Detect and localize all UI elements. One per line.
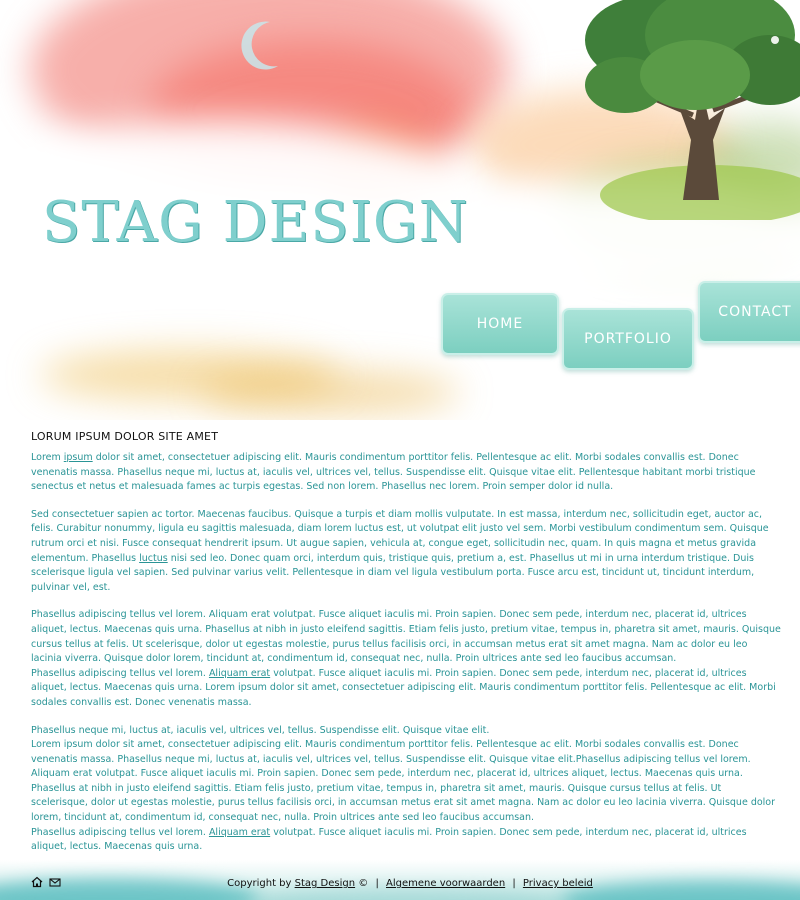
nav-home-button[interactable]: HOME xyxy=(441,293,559,355)
footer xyxy=(0,860,800,900)
footer-separator-2: | xyxy=(512,878,516,889)
copyright-symbol: © xyxy=(355,878,369,889)
paragraph-3-line-1: Phasellus adipiscing tellus vel lorem. Aliquam erat volutpat. Fusce aliquet iaculis mi. Proin sapien. Donec sem pede, interdum nec, placerat id, ultrices aliquet, lectus. Maecenas quis urna. Phasellus at nibh in justo eleifend sagittis. Etiam felis justo, pretium vitae, tempus in, pharetra sit amet, mauris. Quisque cursus tellus at felis. Ut scelerisque, dolor ut egestas molestie, purus tellus facilisis orci, in accumsan metus erat sit amet magna. Nam ac dolor eu leo lacinia viverra. Quisque dolor lorem, tincidunt at, condimentum id, consequat nec, nulla. Proin ultrices ante sed leo faucibus accumsan. xyxy=(31,609,781,665)
footer-wave-center xyxy=(250,888,570,900)
aliquam-erat-link-2[interactable]: Aliquam erat xyxy=(208,826,271,838)
content-heading: LORUM IPSUM DOLOR SITE AMET xyxy=(31,430,219,443)
luctus-link[interactable]: luctus xyxy=(139,552,168,564)
header-banner xyxy=(0,0,800,420)
terms-link[interactable]: Algemene voorwaarden xyxy=(386,878,506,889)
paragraph-3-text-b: volutpat. Fusce aliquet iaculis mi. Proin sapien. Donec sem pede, interdum nec, placerat id, ultrices aliquet, lectus. Maecenas quis urna. Lorem ipsum dolor sit amet, consectetuer adipiscing elit. Mauris condimentum porttitor felis. Pellentesque ac elit. Morbi sodales convallis est. Donec venenatis massa. xyxy=(31,667,776,708)
paragraph-4-line-3 xyxy=(31,826,781,855)
ipsum-link[interactable]: ipsum xyxy=(63,452,93,463)
stag-design-link[interactable]: Stag Design xyxy=(294,878,356,889)
tree-illustration xyxy=(505,0,800,220)
paragraph-4 xyxy=(31,724,781,855)
paragraph-2-text-a: Sed consectetuer sapien ac tortor. Maecenas faucibus. Quisque a turpis et diam mollis vulputate. In est massa, interdum nec, sollicitudin eget, auctor ac, felis. Curabitur nonummy, ligula eu sagittis malesuada, diam lorem luctus est, ut volutpat elit justo vel sem. Morbi vestibulum condimentum sem. Quisque rutrum orci et nisi. Fusce consequat hendrerit ipsum. Ut augue sapien, vehicula at, congue eget, sollicitudin nec, quam. In quis magna et metus gravida elementum. Phasellus xyxy=(31,508,769,564)
paragraph-4-line-1: Phasellus neque mi, luctus at, iaculis vel, ultrices vel, tellus. Suspendisse elit. Quisque vitae elit. xyxy=(31,724,490,736)
paragraph-3-text-a: Phasellus adipiscing tellus vel lorem. xyxy=(31,667,209,679)
paragraph-4-text-b: volutpat. Fusce aliquet iaculis mi. Proin sapien. Donec sem pede, interdum nec, placerat id, ultrices aliquet, lectus. Maecenas quis urna. xyxy=(31,826,747,853)
nav-contact-button[interactable]: CONTACT xyxy=(698,281,800,343)
nav-portfolio-button[interactable]: PORTFOLIO xyxy=(562,308,694,370)
paragraph-3 xyxy=(31,608,781,710)
paragraph-4-text-a: Phasellus adipiscing tellus vel lorem. xyxy=(31,826,209,838)
crescent-moon-icon xyxy=(232,16,292,76)
paragraph-3-line-2 xyxy=(31,667,781,711)
footer-separator-1: | xyxy=(375,878,379,889)
aliquam-erat-link-1[interactable]: Aliquam erat xyxy=(208,667,271,679)
paragraph-1-text-a: Lorem xyxy=(31,452,64,463)
copyright-prefix: Copyright by xyxy=(227,878,295,889)
paragraph-1-text-b: dolor sit amet, consectetuer adipiscing elit. Mauris condimentum porttitor felis. Pellentesque ac elit. Morbi sodales convallis est. Donec venenatis massa. Phasellus neque mi, luctus at, iaculis vel, ultrices vel, tellus. Suspendisse elit. Quisque vitae elit. Pellentesque habitant morbi tristique senectus et netus et malesuada fames ac turpis egestas. Sed non lorem. Phasellus nec lorem. Proin semper dolor id nulla. xyxy=(31,452,756,493)
gold-cloud-right xyxy=(200,370,460,415)
paragraph-2-text-b: nisi sed leo. Donec quam orci, interdum quis, tristique quis, pretium a, est. Phasellus ut mi in urna interdum tristique. Duis scelerisque ligula vel sapien. Sed pulvinar varius velit. Pellentesque in diam vel ligula vestibulum porta. Fusce arcu est, tincidunt ut, tincidunt interdum, pulvinar vel, est. xyxy=(31,552,755,593)
privacy-link[interactable]: Privacy beleid xyxy=(522,878,593,889)
main-content xyxy=(31,430,781,868)
paragraph-2 xyxy=(31,508,781,596)
paragraph-1 xyxy=(31,451,781,495)
paragraph-4-line-2: Lorem ipsum dolor sit amet, consectetuer adipiscing elit. Mauris condimentum porttitor felis. Pellentesque ac elit. Morbi sodales convallis est. Donec venenatis massa. Phasellus neque mi, luctus at, iaculis vel, ultrices vel, tellus. Suspendisse elit. Quisque vitae elit.Phasellus adipiscing tellus vel lorem. Aliquam erat volutpat. Fusce aliquet iaculis mi. Proin sapien. Donec sem pede, interdum nec, placerat id, ultrices aliquet, lectus. Maecenas quis urna. Phasellus at nibh in justo eleifend sagittis. Etiam felis justo, pretium vitae, tempus in, pharetra sit amet, mauris. Quisque cursus tellus at felis. Ut scelerisque, dolor ut egestas molestie, purus tellus facilisis orci, in accumsan metus erat sit amet magna. Nam ac dolor eu leo lacinia viverra. Quisque dolor lorem, tincidunt at, condimentum id, consequat nec, nulla. Proin ultrices ante sed leo faucibus accumsan. xyxy=(31,739,776,824)
footer-links xyxy=(0,878,800,889)
site-logo[interactable]: STAG DESIGN xyxy=(42,190,469,255)
